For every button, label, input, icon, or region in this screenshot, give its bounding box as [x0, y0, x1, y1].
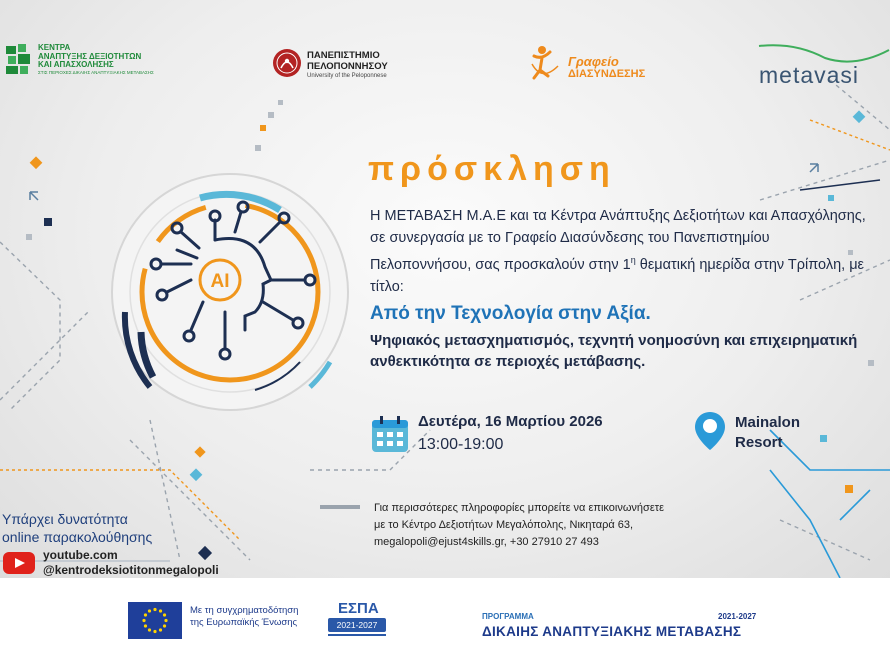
person-figure-icon [528, 42, 568, 82]
eu-star-icon [153, 630, 156, 633]
online-notice [2, 510, 152, 546]
eu-star-icon [164, 619, 167, 622]
eu-star-icon [144, 613, 147, 616]
calendar-icon [368, 412, 412, 456]
youtube-line2: @kentrodeksiotitonmegalopoli [43, 563, 219, 577]
invitation-body-sup: η [630, 255, 636, 265]
program-years: 2021-2027 [718, 612, 757, 621]
eu-star-icon [148, 609, 151, 612]
event-title: Από την Τεχνολογία στην Αξία. [370, 303, 651, 324]
ai-label: AI [210, 271, 230, 292]
eu-star-icon [144, 624, 147, 627]
espa-years: 2021-2027 [336, 620, 378, 630]
invitation-body [370, 205, 870, 298]
location-line1: Mainalon [735, 414, 801, 431]
youtube-link[interactable] [43, 548, 219, 578]
grafeio-logo [528, 42, 678, 82]
program-label: ΠΡΟΓΡΑΜΜΑ [482, 612, 534, 621]
kentra-line3: ΚΑΙ ΑΠΑΣΧΟΛΗΣΗΣ [38, 60, 114, 69]
online-line2: online παρακολούθησης [2, 529, 153, 545]
ai-head-graphic [95, 162, 355, 422]
university-line2: ΠΕΛΟΠΟΝΝΗΣΟΥ [307, 61, 388, 72]
location-line2: Resort [735, 434, 783, 451]
eu-star-icon [148, 628, 151, 631]
event-date: Δευτέρα, 16 Μαρτίου 2026 [418, 413, 603, 430]
contact-line1: Για περισσότερες πληροφορίες μπορείτε να επικοινωνήσετε [374, 502, 664, 514]
espa-underline [328, 634, 386, 640]
event-time: 13:00-19:00 [418, 436, 504, 453]
eu-star-icon [159, 628, 162, 631]
contact-info [374, 500, 854, 551]
program-name: ΔΙΚΑΙΗΣ ΑΝΑΠΤΥΞΙΑΚΗΣ ΜΕΤΑΒΑΣΗΣ [482, 624, 742, 639]
kentra-logo [4, 42, 154, 80]
youtube-icon [3, 552, 35, 574]
invitation-body-post: θεματική ημερίδα στην Τρίπολη, με τίτλο: [370, 256, 865, 295]
kentra-line2: ΑΝΑΠΤΥΞΗΣ ΔΕΞΙΟΤΗΤΩΝ [38, 51, 142, 61]
invitation-body-pre: Η ΜΕΤΑΒΑΣΗ Μ.Α.Ε και τα Κέντρα Ανάπτυξης Δεξιοτήτων και Απασχόλησης, σε συνεργασία με το Γραφείο Διασύνδεσης του Πανεπιστημίου Πελοποννήσου, σας προσκαλούν στην 1 [370, 208, 866, 273]
university-logo [272, 46, 452, 82]
metavasi-logo [755, 40, 890, 88]
invitation-title: πρόσκληση [368, 150, 616, 188]
eu-star-icon [163, 624, 166, 627]
youtube-line1: youtube.com [43, 548, 118, 562]
espa-logo [328, 600, 388, 642]
kentra-sub: ΣΤΙΣ ΠΕΡΙΟΧΕΣ ΔΙΚΑΙΗΣ ΑΝΑΠΤΥΞΙΑΚΗΣ ΜΕΤΑΒΑΣΗΣ [38, 70, 154, 75]
event-location [735, 413, 800, 453]
event-subtitle: Ψηφιακός μετασχηματισμός, τεχνητή νοημοσύνη και επιχειρηματική ανθεκτικότητα σε περιοχές μετάβασης. [370, 332, 858, 370]
location-pin-icon [693, 410, 727, 452]
university-sub: University of the Peloponnese [307, 73, 387, 79]
eu-star-icon [163, 613, 166, 616]
eu-star-icon [142, 619, 145, 622]
eu-cofunding-text [190, 605, 298, 629]
grafeio-line2: ΔΙΑΣΥΝΔΕΣΗΣ [568, 68, 646, 80]
university-line1: ΠΑΝΕΠΙΣΤΗΜΙΟ [307, 50, 380, 61]
eu-flag-icon [128, 602, 182, 639]
online-line1: Υπάρχει δυνατότητα [2, 511, 128, 527]
kentra-logo-icon [4, 42, 34, 76]
eu-star-icon [153, 608, 156, 611]
contact-line3: megalopoli@ejust4skills.gr, +30 27910 27 493 [374, 536, 599, 548]
espa-title: ΕΣΠΑ [338, 600, 379, 617]
metavasi-text: metavasi [759, 62, 860, 88]
contact-line2: με το Κέντρο Δεξιοτήτων Μεγαλόπολης, Νικηταρά 63, [374, 519, 634, 531]
kentra-line1: ΚΕΝΤΡΑ [38, 43, 71, 52]
eu-star-icon [159, 609, 162, 612]
eu-line2: της Ευρωπαϊκής Ένωσης [190, 617, 298, 628]
grafeio-line1: Γραφείο [568, 54, 619, 69]
university-seal-icon [272, 48, 302, 78]
eu-line1: Με τη συγχρηματοδότηση [190, 605, 299, 616]
